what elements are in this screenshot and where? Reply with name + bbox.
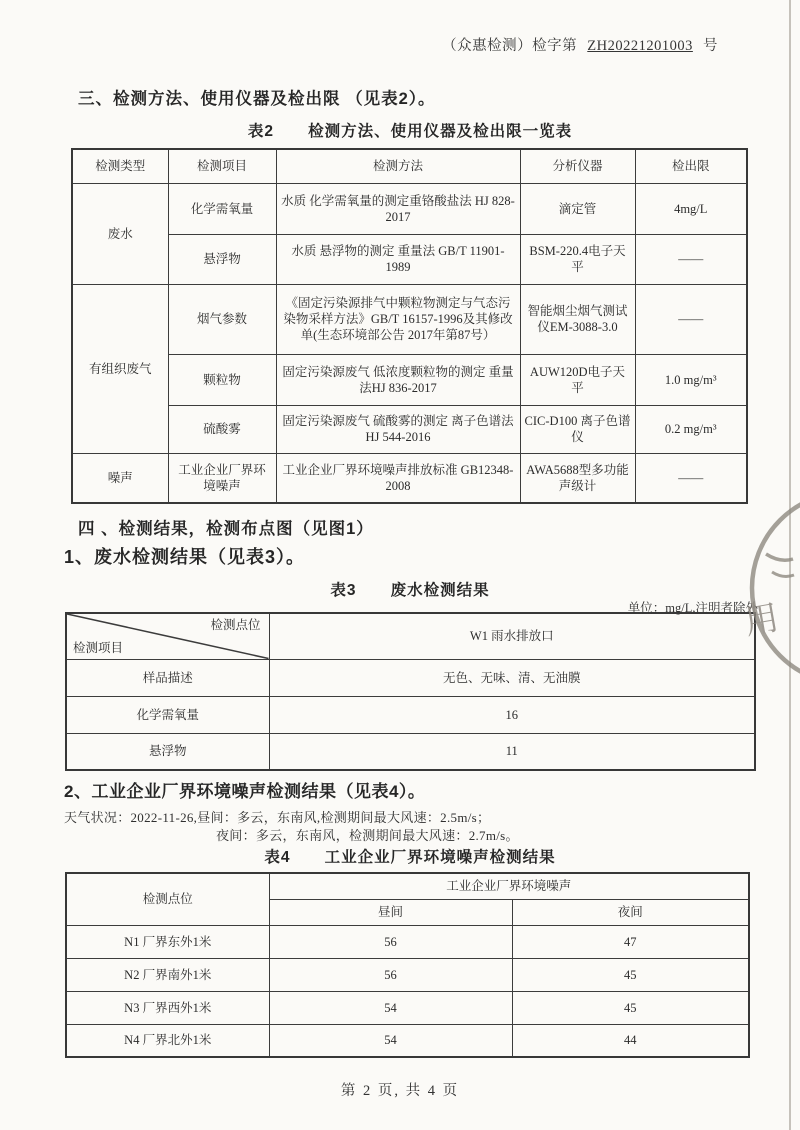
limit-cell: 0.2 mg/m³ (635, 405, 747, 453)
group-cell-organized-gas: 有组织废气 (72, 284, 168, 453)
doc-number-suffix: 号 (703, 38, 718, 54)
table2-header-limit: 检出限 (635, 149, 747, 183)
sub1-heading: 1、废水检测结果（见表3）。 (64, 547, 306, 567)
sub2-heading: 2、工业企业厂界环境噪声检测结果（见表4）。 (64, 782, 426, 801)
table4-header-night: 夜间 (512, 899, 749, 925)
group-cell-noise: 噪声 (72, 453, 168, 503)
table2-header-type: 检测类型 (72, 149, 168, 183)
noise-results-table (65, 872, 750, 1058)
unit-note: 单位：mg/L,注明者除外 (627, 601, 758, 615)
item-cell: 悬浮物 (168, 234, 276, 284)
table-row (72, 453, 747, 503)
table-row (66, 925, 749, 958)
table-row (66, 1024, 749, 1057)
row-label: 化学需氧量 (66, 696, 269, 733)
table3-caption-no: 表3 (330, 582, 357, 599)
row-label: 悬浮物 (66, 733, 269, 770)
corner-label-site: 检测点位 (210, 618, 261, 632)
night-value: 45 (512, 958, 749, 991)
method-cell: 《固定污染源排气中颗粒物测定与气态污染物采样方法》GB/T 16157-1996及其修改单(生态环境部公告 2017年第87号） (276, 284, 520, 354)
item-cell: 烟气参数 (168, 284, 276, 354)
partial-stamp (728, 502, 800, 674)
wastewater-results-table (65, 612, 756, 771)
table4-header-group: 工业企业厂界环境噪声 (269, 873, 749, 899)
instrument-cell: CIC-D100 离子色谱仪 (520, 405, 635, 453)
table-row (72, 405, 747, 453)
site-cell: N2 厂界南外1米 (66, 958, 269, 991)
diagonal-header-cell (66, 613, 269, 659)
table2-header-instrument: 分析仪器 (520, 149, 635, 183)
day-value: 56 (269, 925, 512, 958)
day-value: 54 (269, 991, 512, 1024)
table-row (72, 354, 747, 405)
table2-caption-title: 检测方法、使用仪器及检出限一览表 (308, 123, 573, 140)
table-row (72, 284, 747, 354)
table4-caption (65, 845, 755, 867)
table-row (66, 696, 755, 733)
row-value: 16 (269, 696, 755, 733)
table-row (66, 991, 749, 1024)
table4-header-row-1 (66, 873, 749, 899)
night-value: 45 (512, 991, 749, 1024)
table3-caption (65, 578, 755, 600)
limit-cell: —— (635, 234, 747, 284)
instrument-cell: BSM-220.4电子天平 (520, 234, 635, 284)
site-cell: N1 厂界东外1米 (66, 925, 269, 958)
weather-line-2: 夜间：多云，东南风，检测期间最大风速：2.7m/s。 (216, 828, 519, 843)
section3-heading: 三、检测方法、使用仪器及检出限 （见表2）。 (78, 90, 436, 108)
doc-number-line (442, 34, 718, 55)
site-cell: N3 厂界西外1米 (66, 991, 269, 1024)
doc-number-prefix: （众惠检测）检字第 (442, 38, 578, 54)
night-value: 44 (512, 1024, 749, 1057)
method-cell: 水质 悬浮物的测定 重量法 GB/T 11901-1989 (276, 234, 520, 284)
table-row (66, 733, 755, 770)
row-value: 无色、无味、清、无油膜 (269, 659, 755, 696)
table3-caption-title: 废水检测结果 (390, 582, 490, 599)
corner-label-item: 检测项目 (73, 640, 124, 655)
method-cell: 水质 化学需氧量的测定重铬酸盐法 HJ 828-2017 (276, 183, 520, 234)
item-cell: 硫酸雾 (168, 405, 276, 453)
limit-cell: —— (635, 453, 747, 503)
item-cell: 颗粒物 (168, 354, 276, 405)
limit-cell: 4mg/L (635, 183, 747, 234)
limit-cell: —— (635, 284, 747, 354)
stamp-char: 用 (741, 599, 782, 643)
limit-cell: 1.0 mg/m³ (635, 354, 747, 405)
night-value: 47 (512, 925, 749, 958)
table-row (66, 958, 749, 991)
table4-caption-no: 表4 (264, 849, 291, 866)
table4-caption-title: 工业企业厂界环境噪声检测结果 (324, 849, 556, 866)
table4-header-day: 昼间 (269, 899, 512, 925)
item-cell: 化学需氧量 (168, 183, 276, 234)
method-cell: 固定污染源废气 硫酸雾的测定 离子色谱法HJ 544-2016 (276, 405, 520, 453)
table2-header-method: 检测方法 (276, 149, 520, 183)
table2-header-row (72, 149, 747, 183)
instrument-cell: 智能烟尘烟气测试仪EM-3088-3.0 (520, 284, 635, 354)
weather-line-1: 天气状况：2022-11-26,昼间：多云，东南风,检测期间最大风速：2.5m/s； (64, 810, 491, 825)
instrument-cell: 滴定管 (520, 183, 635, 234)
doc-number-code: ZH20221201003 (587, 38, 693, 54)
table2-caption-no: 表2 (247, 123, 274, 140)
item-cell: 工业企业厂界环境噪声 (168, 453, 276, 503)
site-cell: W1 雨水排放口 (269, 613, 755, 659)
stamp-arc-icon (728, 502, 800, 674)
table4-header-site: 检测点位 (66, 873, 269, 925)
method-cell: 固定污染源废气 低浓度颗粒物的测定 重量法HJ 836-2017 (276, 354, 520, 405)
methods-instruments-table (71, 148, 748, 504)
page-footer: 第 2 页, 共 4 页 (340, 1083, 460, 1099)
day-value: 56 (269, 958, 512, 991)
method-cell: 工业企业厂界环境噪声排放标准 GB12348-2008 (276, 453, 520, 503)
instrument-cell: AWA5688型多功能声级计 (520, 453, 635, 503)
table2-caption (65, 119, 755, 141)
day-value: 54 (269, 1024, 512, 1057)
table3-header-row (66, 613, 755, 659)
instrument-cell: AUW120D电子天平 (520, 354, 635, 405)
row-label: 样品描述 (66, 659, 269, 696)
site-cell: N4 厂界北外1米 (66, 1024, 269, 1057)
group-cell-wastewater: 废水 (72, 183, 168, 284)
row-value: 11 (269, 733, 755, 770)
table-row (72, 234, 747, 284)
table-row (66, 659, 755, 696)
table2-header-item: 检测项目 (168, 149, 276, 183)
section4-heading: 四 、检测结果，检测布点图（见图1） (78, 520, 374, 538)
table-row (72, 183, 747, 234)
